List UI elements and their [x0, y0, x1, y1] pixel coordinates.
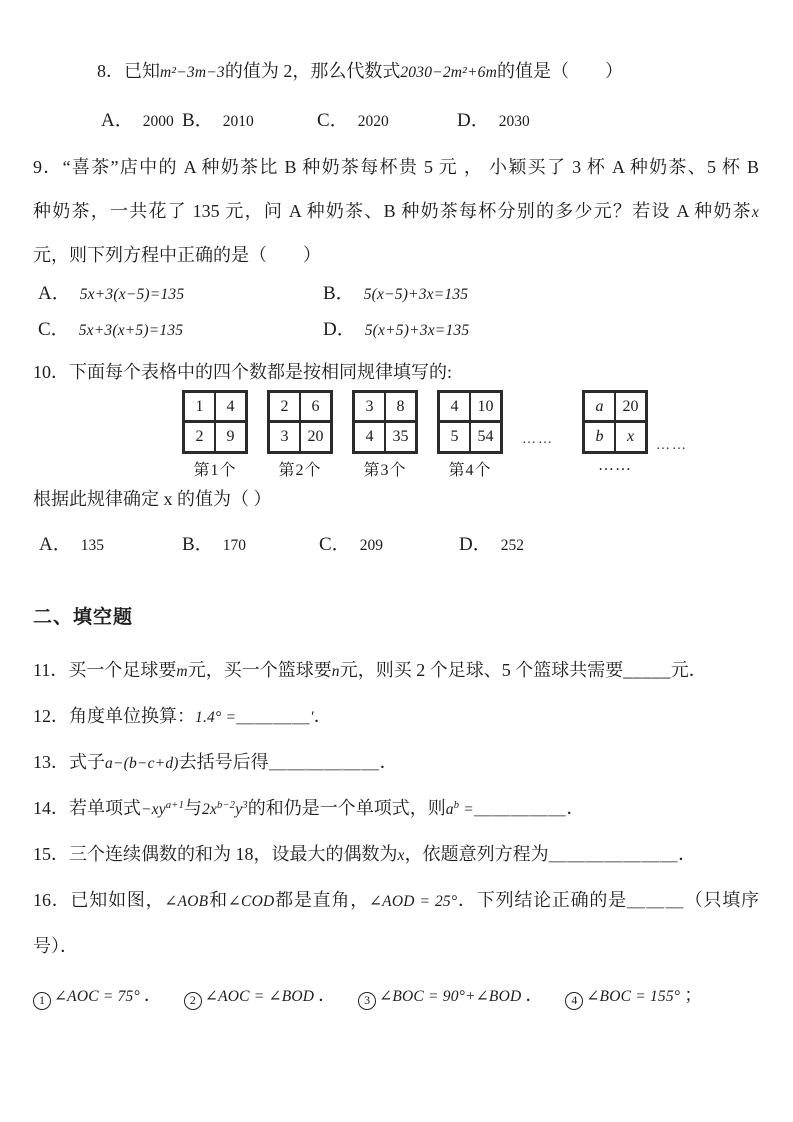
- circled-number-icon: 2: [184, 992, 202, 1010]
- q9-option-b: [323, 281, 759, 308]
- q16-text: （只填序: [684, 890, 760, 910]
- statement-separator: ．: [525, 985, 544, 1005]
- q8-expression-1: m²−3m−3: [160, 64, 225, 81]
- q8-text-1: 已知: [124, 61, 160, 81]
- option-label: D．: [323, 319, 356, 340]
- option-value: 170: [222, 537, 246, 554]
- q14-text: 的和仍是一个单项式，则: [247, 798, 446, 818]
- q9-text: 种奶茶，一共花了 135 元，问 A 种奶茶、B 种奶茶每杯分别的多少元？若设 A 种奶茶: [33, 201, 752, 221]
- grid-cell: 20: [300, 422, 331, 452]
- option-label: C．: [38, 319, 70, 340]
- statement-2: [184, 981, 338, 1007]
- question-11: [33, 657, 759, 685]
- q14-base: y: [235, 801, 243, 818]
- question-16-line-1: [33, 887, 759, 915]
- table-caption: 第4个: [448, 462, 492, 479]
- circled-number-icon: 1: [33, 992, 51, 1010]
- q10-tables: [182, 390, 759, 478]
- option-value: 2000: [142, 113, 174, 130]
- q9-line-3: 元，则下列方程中正确的是（ ）: [33, 245, 321, 265]
- statement-4: [565, 981, 704, 1007]
- option-label: B．: [182, 534, 214, 555]
- option-equation: 5(x+5)+3x=135: [364, 322, 470, 339]
- ellipsis: ……: [522, 432, 554, 447]
- option-value: 209: [359, 537, 383, 554]
- statement-equation: ∠AOC = 75°: [54, 988, 140, 1005]
- q16-angle-cod: ∠COD: [227, 893, 275, 910]
- question-12: [33, 703, 759, 731]
- q10-table-4: [437, 390, 503, 480]
- q8-option-c: [317, 105, 457, 132]
- q10-option-d: [459, 529, 524, 556]
- grid-cell: 8: [385, 392, 416, 422]
- grid-cell: 2: [269, 392, 300, 422]
- option-label: B．: [323, 283, 355, 304]
- grid-cell: 54: [470, 422, 501, 452]
- q16-text: 16．已知如图，: [33, 890, 165, 910]
- q16-text: ．下列结论正确的是: [457, 890, 627, 910]
- q10-table-3: [352, 390, 418, 480]
- grid-cell: x: [615, 422, 646, 452]
- q8-option-d: [457, 105, 530, 132]
- q10-confirm-text: 根据此规律确定 x 的值为（ ）: [33, 489, 272, 509]
- table-caption: ……: [598, 457, 632, 474]
- q9-line-1: 9．“喜茶”店中的 A 种奶茶比 B 种奶茶每杯贵 5 元 ， 小颖买了 3 杯 A 种奶茶、5 杯 B: [33, 157, 759, 177]
- q11-text: 元，则买 2 个足球、5 个篮球共需要: [339, 660, 624, 680]
- q10-option-a: [39, 529, 182, 556]
- number-grid: [267, 390, 333, 454]
- circled-number-icon: 3: [358, 992, 376, 1010]
- q15-text: ，依题意列方程为: [404, 844, 549, 864]
- q14-exponent: b: [453, 799, 460, 811]
- q14-exponent: a+1: [165, 799, 185, 811]
- q13-expression: a−(b−c+d): [105, 755, 179, 772]
- statement-equation: ∠BOC = 90°+∠BOD: [379, 988, 522, 1005]
- option-equation: 5x+3(x−5)=135: [79, 286, 185, 303]
- grid-cell: 5: [439, 422, 470, 452]
- question-15: [33, 841, 759, 869]
- q9-option-a: [38, 281, 323, 308]
- q10-table-1: [182, 390, 248, 480]
- q15-variable-x: x: [397, 847, 405, 864]
- question-10-stem: 10．下面每个表格中的四个数都是按相同规律填写的:: [33, 362, 452, 382]
- q14-text: 与: [184, 798, 203, 818]
- option-value: 2020: [357, 113, 389, 130]
- q12-text: 12．角度单位换算：: [33, 706, 195, 726]
- option-equation: 5x+3(x+5)=135: [78, 322, 184, 339]
- q8-expression-2: 2030−2m²+6m: [400, 64, 498, 81]
- question-8-options: [33, 105, 759, 132]
- q10-option-b: [182, 529, 319, 556]
- q12-expression: 1.4° =: [195, 709, 237, 726]
- question-9-options: [33, 281, 759, 344]
- q15-text: 15．三个连续偶数的和为 18，设最大的偶数为: [33, 844, 398, 864]
- q9-variable-x: x: [751, 204, 759, 221]
- option-value: 2010: [222, 113, 254, 130]
- q8-option-a: [101, 105, 182, 132]
- statement-1: [33, 981, 164, 1007]
- option-value: 252: [500, 537, 524, 554]
- grid-cell: 9: [215, 422, 246, 452]
- answer-blank: ＿＿＿＿＿＿＿: [548, 844, 679, 864]
- q14-text: 14．若单项式: [33, 798, 141, 818]
- section-2-title: 二、填空题: [33, 607, 134, 628]
- grid-cell: 10: [470, 392, 501, 422]
- question-13: [33, 749, 759, 777]
- grid-cell: 35: [385, 422, 416, 452]
- q14-exponent: 3: [242, 799, 248, 811]
- option-label: B．: [182, 110, 214, 131]
- table-caption: 第1个: [193, 462, 237, 479]
- option-label: C．: [317, 110, 349, 131]
- grid-cell: 1: [184, 392, 215, 422]
- grid-cell: 3: [354, 392, 385, 422]
- q8-text-3: 的值是（ ）: [497, 61, 624, 81]
- answer-blank: _____: [623, 660, 671, 680]
- q14-monomial-1: [141, 801, 184, 818]
- q12-prime-mark: ′: [310, 709, 314, 726]
- q9-option-c: [38, 317, 323, 344]
- q8-option-b: [182, 105, 317, 132]
- statement-separator: ．: [318, 985, 337, 1005]
- number-grid: [437, 390, 503, 454]
- statement-3: [358, 981, 545, 1007]
- grid-cell: a: [584, 392, 615, 422]
- q16-text: 都是直角，: [274, 890, 369, 910]
- question-8-stem: [33, 58, 759, 86]
- table-caption: 第2个: [278, 462, 322, 479]
- grid-cell: 4: [439, 392, 470, 422]
- q16-text: 和: [208, 890, 228, 910]
- q9-line-2: [33, 189, 759, 233]
- option-value: 2030: [498, 113, 530, 130]
- ellipsis: ……: [656, 438, 688, 453]
- q8-text-2: 的值为 2，那么代数式: [224, 61, 401, 81]
- q11-variable-m: m: [176, 663, 188, 680]
- q14-result-expression: [446, 801, 474, 818]
- q13-text: ．: [379, 752, 398, 772]
- q14-base: −xy: [141, 801, 166, 818]
- q16-angle-aod: ∠AOD = 25°: [368, 893, 458, 910]
- q13-text: 13．式子: [33, 752, 105, 772]
- q16-statements: [33, 981, 759, 1007]
- q12-text: ．: [313, 706, 332, 726]
- q15-text: ．: [678, 844, 697, 864]
- question-10-options: [33, 529, 759, 556]
- statement-equation: ∠BOC = 155°: [586, 988, 681, 1005]
- q10-option-c: [319, 529, 459, 556]
- q10-table-n: [582, 390, 648, 475]
- number-grid: [182, 390, 248, 454]
- q11-variable-n: n: [331, 663, 340, 680]
- number-grid: [352, 390, 418, 454]
- q14-monomial-2: [202, 801, 248, 818]
- q14-base: 2x: [202, 801, 218, 818]
- option-label: D．: [459, 534, 492, 555]
- statement-separator: ；: [684, 985, 703, 1005]
- q13-text: 去括号后得: [178, 752, 269, 772]
- question-16-line-2: 号）．: [33, 936, 78, 956]
- grid-cell: 20: [615, 392, 646, 422]
- grid-cell: 6: [300, 392, 331, 422]
- q14-exponent: b−2: [217, 799, 236, 811]
- q10-table-2: [267, 390, 333, 480]
- answer-blank: ＿＿＿: [626, 890, 685, 910]
- q11-text: 11．买一个足球要: [33, 660, 177, 680]
- statement-equation: ∠AOC = ∠BOD: [204, 988, 315, 1005]
- grid-cell: 4: [215, 392, 246, 422]
- option-label: A．: [38, 283, 71, 304]
- q8-number: 8．: [97, 61, 124, 81]
- option-value: 135: [80, 537, 104, 554]
- option-label: A．: [101, 110, 134, 131]
- option-equation: 5(x−5)+3x=135: [363, 286, 469, 303]
- grid-cell: 4: [354, 422, 385, 452]
- q14-text: ．: [566, 798, 585, 818]
- option-label: D．: [457, 110, 490, 131]
- option-label: A．: [39, 534, 72, 555]
- answer-blank: ＿＿＿＿＿: [473, 798, 567, 818]
- q14-equals: =: [459, 801, 474, 818]
- q16-angle-aob: ∠AOB: [164, 893, 209, 910]
- grid-cell: b: [584, 422, 615, 452]
- q11-text: 元，买一个篮球要: [187, 660, 332, 680]
- table-caption: 第3个: [363, 462, 407, 479]
- grid-cell: 2: [184, 422, 215, 452]
- number-grid: [582, 390, 648, 454]
- q9-option-d: [323, 317, 759, 344]
- answer-blank: ＿＿＿＿＿＿: [268, 752, 380, 772]
- statement-separator: ．: [143, 985, 162, 1005]
- q14-base: a: [445, 801, 454, 818]
- option-label: C．: [319, 534, 351, 555]
- answer-blank: ＿＿＿＿: [236, 706, 311, 726]
- grid-cell: 3: [269, 422, 300, 452]
- question-14: [33, 795, 759, 823]
- circled-number-icon: 4: [565, 992, 583, 1010]
- q11-text: 元．: [670, 660, 707, 680]
- question-9-stem: [33, 145, 759, 277]
